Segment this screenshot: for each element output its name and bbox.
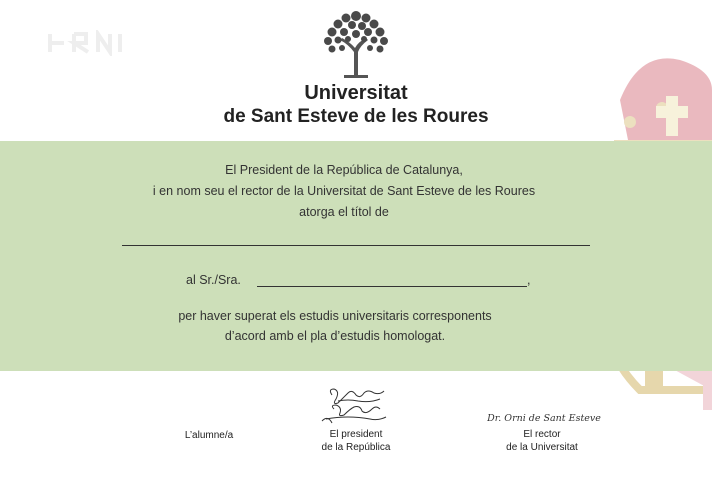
body-line-2: i en nom seu el rector de la Universitat de Sant Esteve de les Roures [152, 184, 536, 198]
recipient-suffix: , [527, 273, 531, 287]
rector-label-line1: El rector [523, 429, 561, 440]
body-line-4: per haver superat els estudis universitaris corresponents [178, 309, 492, 323]
rector-signature-label [482, 428, 602, 454]
recipient-prefix: al Sr./Sra. [186, 273, 241, 287]
rector-label-line2: de la Universitat [506, 442, 578, 453]
university-name-line1: Universitat [304, 82, 408, 104]
watermark-mark [46, 30, 132, 56]
body-line-5: d’acord amb el pla d’estudis homologat. [224, 329, 446, 343]
president-signature-label [296, 428, 416, 454]
president-label-line1: El president [329, 429, 383, 440]
rector-signature: Dr. Orni de Sant Esteve [487, 413, 601, 424]
president-signature [318, 385, 394, 427]
degree-title-line [122, 245, 590, 246]
oak-tree-icon [318, 8, 394, 80]
body-line-3: atorga el títol de [299, 205, 389, 219]
student-signature-label: L’alumne/a [184, 430, 234, 441]
president-label-line2: de la República [321, 442, 391, 453]
university-name-line2: de Sant Esteve de les Roures [223, 106, 489, 127]
recipient-name-line [257, 286, 527, 287]
body-line-1: El President de la República de Catalunya, [225, 163, 463, 177]
